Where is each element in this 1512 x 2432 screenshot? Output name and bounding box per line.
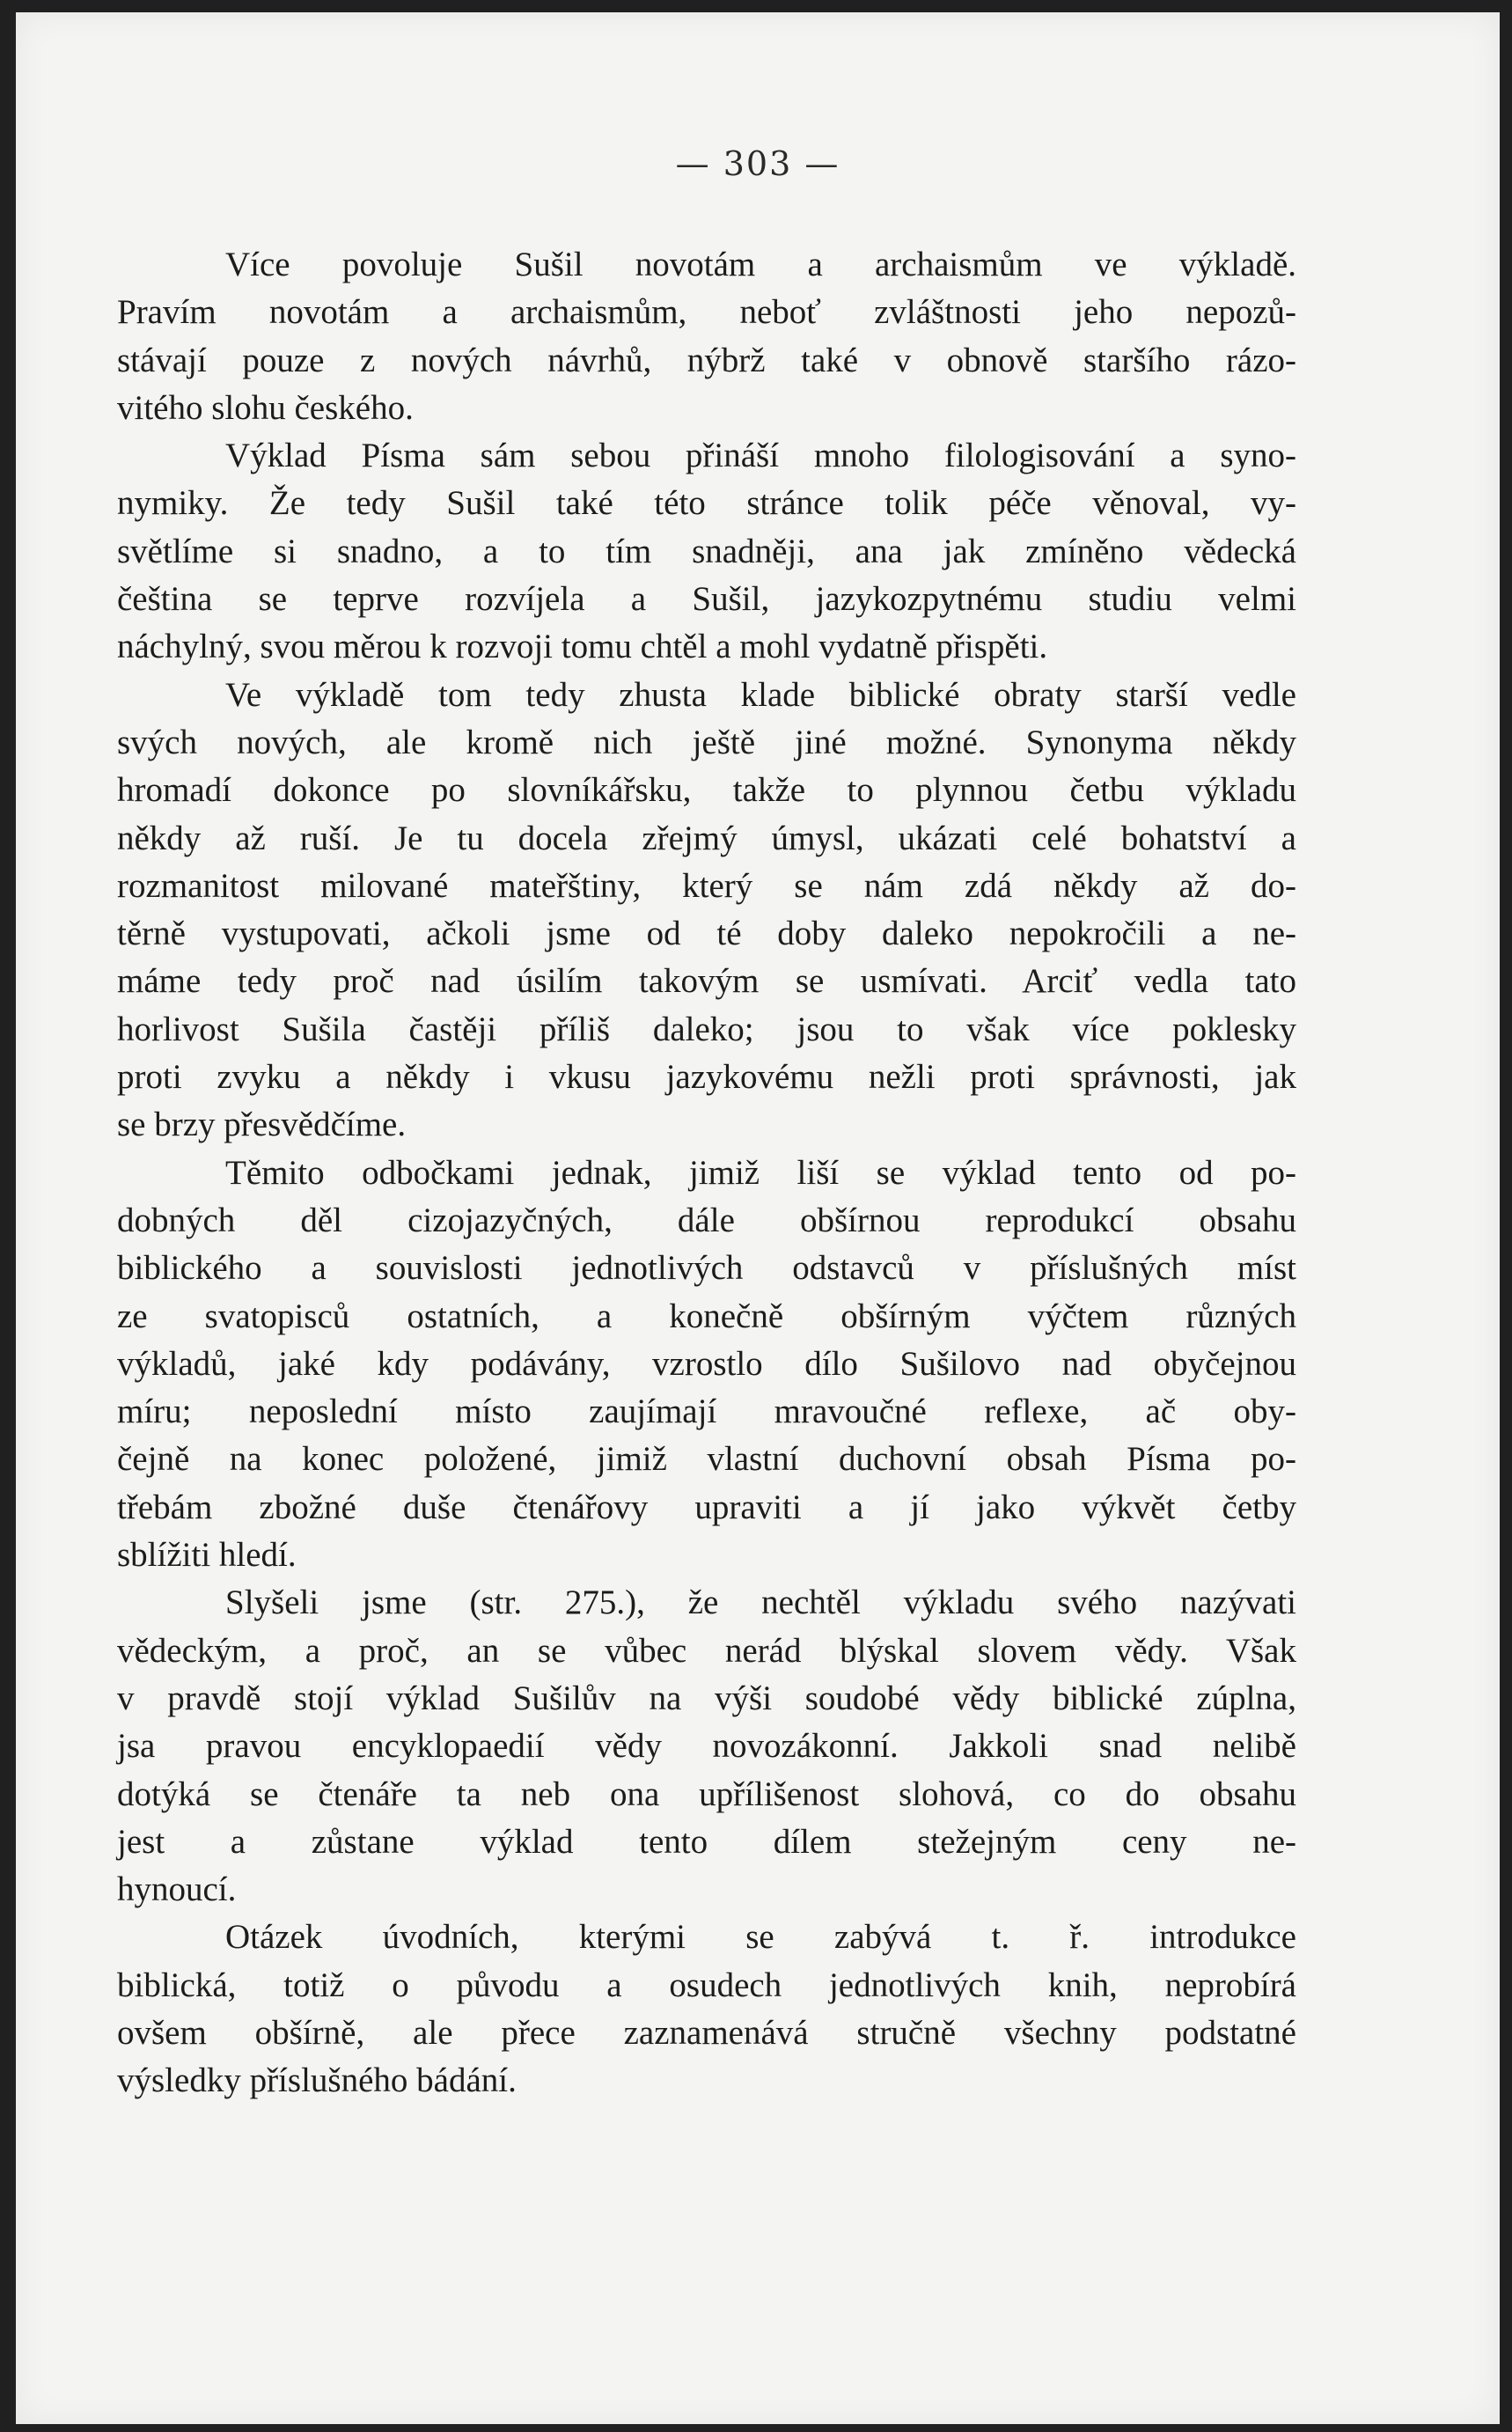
text-line: jsa pravou encyklopaedií vědy novozákonní. Jakkoli snad nelibě: [117, 1727, 1296, 1766]
text-line: těrně vystupovati, ačkoli jsme od té doby daleko nepokročili a ne-: [117, 915, 1296, 953]
text-line: rozmanitost milované mateřštiny, který se nám zdá někdy až do-: [117, 866, 1296, 905]
text-line: vitého slohu českého.: [117, 388, 414, 427]
text-line: horlivost Sušila častěji příliš daleko; jsou to však více poklesky: [117, 1010, 1296, 1048]
paragraph: [117, 241, 1296, 432]
text-line: jest a zůstane výklad tento dílem stežejným ceny ne-: [117, 1822, 1296, 1861]
text-line: třebám zbožné duše čtenářovy upraviti a jí jako výkvět četby: [117, 1488, 1296, 1526]
text-line: Pravím novotám a archaismům, neboť zvláštnosti jeho nepozů-: [117, 293, 1296, 332]
text-line: míru; neposlední místo zaujímají mravoučné reflexe, ač oby-: [117, 1392, 1296, 1431]
text-line: sblížiti hledí.: [117, 1536, 297, 1575]
text-line: někdy až ruší. Je tu docela zřejmý úmysl, ukázati celé bohatství a: [117, 819, 1296, 857]
text-line: náchylný, svou měrou k rozvoji tomu chtěl a mohl vydatně přispěti.: [117, 628, 1048, 666]
text-line: vědeckým, a proč, an se vůbec nerád blýskal slovem vědy. Však: [117, 1631, 1296, 1670]
text-line: Výklad Písma sám sebou přináší mnoho filologisování a syno-: [225, 437, 1296, 475]
paragraph: [117, 1150, 1296, 1580]
text-line: hromadí dokonce po slovníkářsku, takže to plynnou četbu výkladu: [117, 771, 1296, 810]
text-line: stávají pouze z nových návrhů, nýbrž také v obnově staršího rázo-: [117, 341, 1296, 379]
text-line: Otázek úvodních, kterými se zabývá t. ř. introdukce: [225, 1918, 1296, 1957]
text-line: čejně na konec položené, jimiž vlastní duchovní obsah Písma po-: [117, 1440, 1296, 1479]
paragraph: [117, 1914, 1296, 2105]
text-line: Slyšeli jsme (str. 275.), že nechtěl výkladu svého nazývati: [225, 1583, 1296, 1622]
text-line: dotýká se čtenáře ta neb ona upřílišenost slohová, co do obsahu: [117, 1774, 1296, 1813]
text-line: ovšem obšírně, ale přece zaznamenává stručně všechny podstatné: [117, 2013, 1296, 2052]
text-line: Ve výkladě tom tedy zhusta klade biblické obraty starší vedle: [225, 675, 1296, 714]
text-line: se brzy přesvědčíme.: [117, 1106, 407, 1144]
text-line: výkladů, jaké kdy podávány, vzrostlo dílo Sušilovo nad obyčejnou: [117, 1344, 1296, 1383]
text-line: výsledky příslušného bádání.: [117, 2061, 517, 2100]
text-line: světlíme si snadno, a to tím snadněji, ana jak zmíněno vědecká: [117, 532, 1296, 570]
paragraph: [117, 1579, 1296, 1914]
text-line: Více povoluje Sušil novotám a archaismům ve výkladě.: [225, 246, 1296, 283]
text-line: nymiky. Že tedy Sušil také této stránce tolik péče věnoval, vy-: [117, 484, 1296, 523]
text-line: biblická, totiž o původu a osudech jednotlivých knih, neprobírá: [117, 1965, 1296, 2004]
page-number: — 303 —: [675, 144, 840, 183]
paragraph: [117, 672, 1296, 1150]
body-text: [117, 241, 1296, 2105]
text-line: čeština se teprve rozvíjela a Sušil, jazykozpytnému studiu velmi: [117, 580, 1296, 619]
text-line: proti zvyku a někdy i vkusu jazykovému nežli proti správnosti, jak: [117, 1058, 1296, 1097]
text-line: ze svatopisců ostatních, a konečně obšírným výčtem různých: [117, 1297, 1296, 1335]
text-line: v pravdě stojí výklad Sušilův na výši soudobé vědy biblické zúplna,: [117, 1679, 1296, 1717]
text-line: hynoucí.: [117, 1870, 237, 1909]
paragraph: [117, 432, 1296, 671]
text-line: máme tedy proč nad úsilím takovým se usmívati. Arciť vedla tato: [117, 962, 1296, 1001]
text-line: biblického a souvislosti jednotlivých odstavců v příslušných míst: [117, 1249, 1296, 1288]
text-line: dobných děl cizojazyčných, dále obšírnou reprodukcí obsahu: [117, 1201, 1296, 1239]
book-page: [16, 12, 1500, 2424]
text-line: svých nových, ale kromě nich ještě jiné možné. Synonyma někdy: [117, 723, 1296, 761]
text-line: Těmito odbočkami jednak, jimiž liší se výklad tento od po-: [225, 1153, 1296, 1192]
